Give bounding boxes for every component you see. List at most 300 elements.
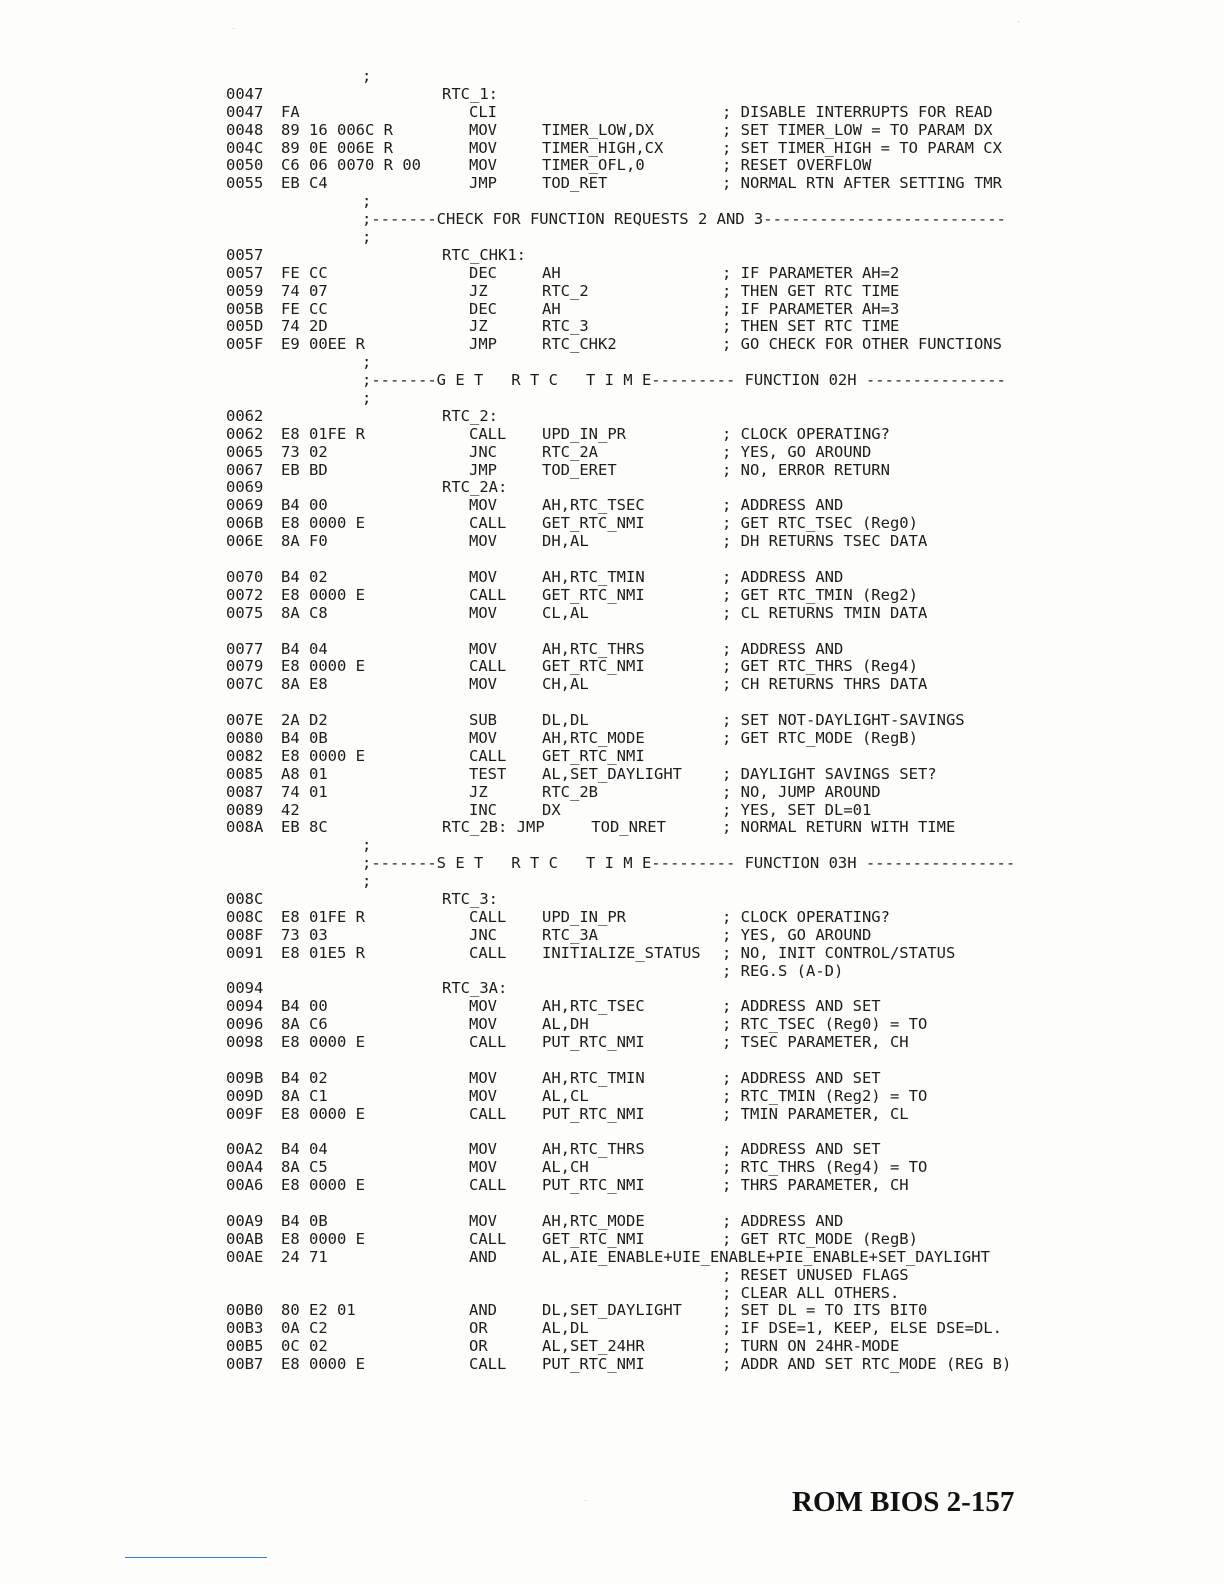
- mnemonic: MOV: [469, 1068, 497, 1087]
- object-code: 89 0E 006E R: [281, 138, 393, 157]
- comment: ; DAYLIGHT SAVINGS SET?: [722, 764, 937, 783]
- operand: AH: [542, 263, 561, 282]
- code-line: [0, 265, 1224, 283]
- code-line: [0, 426, 1224, 444]
- address: 00A6: [226, 1176, 264, 1195]
- operand: RTC_2B: [542, 782, 598, 801]
- code-line: [0, 784, 1224, 802]
- mnemonic: JNC: [469, 442, 497, 461]
- address: 00B0: [226, 1301, 264, 1320]
- address: 0096: [226, 1015, 264, 1034]
- code-line: [0, 140, 1224, 158]
- code-line: [0, 587, 1224, 605]
- object-code: FE CC: [281, 299, 328, 318]
- code-line: [0, 1267, 1224, 1285]
- comment: ; THEN SET RTC TIME: [722, 317, 900, 336]
- comment: ; GO CHECK FOR OTHER FUNCTIONS: [722, 335, 1002, 354]
- comment: ; ADDR AND SET RTC_MODE (REG B): [722, 1355, 1012, 1374]
- operand: TIMER_HIGH,CX: [542, 138, 664, 157]
- code-line: [0, 157, 1224, 175]
- mnemonic: CALL: [469, 1104, 507, 1123]
- object-code: E8 0000 E: [281, 657, 365, 676]
- address: 0055: [226, 174, 264, 193]
- comment: ; RTC_THRS (Reg4) = TO: [722, 1158, 928, 1177]
- address: 0047: [226, 102, 264, 121]
- code-line: [0, 301, 1224, 319]
- operand: GET_RTC_NMI: [542, 514, 645, 533]
- operand: UPD_IN_PR: [542, 907, 626, 926]
- label: RTC_3A:: [442, 979, 508, 998]
- comment: ; GET RTC_MODE (RegB): [722, 728, 918, 747]
- address: 005D: [226, 317, 264, 336]
- code-line: [0, 802, 1224, 820]
- operand: AH,RTC_THRS: [542, 1140, 645, 1159]
- operand: GET_RTC_NMI: [542, 746, 645, 765]
- address: 0085: [226, 764, 264, 783]
- object-code: 73 03: [281, 925, 328, 944]
- code-line: [0, 1088, 1224, 1106]
- object-code: B4 0B: [281, 1212, 328, 1230]
- mnemonic: AND: [469, 1301, 497, 1320]
- address: 00AB: [226, 1229, 264, 1248]
- label: RTC_3:: [442, 889, 498, 908]
- code-line: [0, 1213, 1224, 1231]
- mnemonic: MOV: [469, 603, 497, 622]
- object-code: 8A C6: [281, 1015, 328, 1034]
- semicolon: ;: [362, 353, 372, 372]
- address: 0072: [226, 585, 264, 604]
- comment: ; NO, ERROR RETURN: [722, 460, 890, 479]
- object-code: 8A C5: [281, 1158, 328, 1177]
- code-line: [0, 998, 1224, 1016]
- semicolon-line: [0, 390, 1224, 408]
- object-code: 8A F0: [281, 532, 328, 551]
- operand: UPD_IN_PR: [542, 424, 626, 443]
- comment: ; THRS PARAMETER, CH: [722, 1176, 909, 1195]
- semicolon: ;: [362, 192, 372, 211]
- blank-line: [0, 551, 1224, 569]
- code-line: [0, 1177, 1224, 1195]
- comment: ; CLEAR ALL OTHERS.: [722, 1283, 900, 1302]
- semicolon-line: [0, 229, 1224, 247]
- comment: ; ADDRESS AND SET: [722, 1140, 881, 1159]
- code-line: [0, 515, 1224, 533]
- mnemonic: MOV: [469, 1140, 497, 1159]
- operand: AH,RTC_TSEC: [542, 496, 645, 515]
- code-line: [0, 175, 1224, 193]
- comment: ; GET RTC_TMIN (Reg2): [722, 585, 918, 604]
- operand: AH,RTC_MODE: [542, 728, 645, 747]
- mnemonic: JZ: [469, 281, 488, 300]
- address: 008C: [226, 907, 264, 926]
- code-line: [0, 748, 1224, 766]
- operand: DL,SET_DAYLIGHT: [542, 1301, 682, 1320]
- operand: CH,AL: [542, 675, 589, 694]
- comment: ; SET TIMER_HIGH = TO PARAM CX: [722, 138, 1002, 157]
- code-line: [0, 1034, 1224, 1052]
- address: 00B5: [226, 1337, 264, 1356]
- object-code: EB BD: [281, 460, 328, 479]
- mnemonic: SUB: [469, 711, 497, 730]
- mnemonic: MOV: [469, 138, 497, 157]
- code-line: [0, 1320, 1224, 1338]
- object-code: 80 E2 01: [281, 1301, 356, 1320]
- section-separator: [0, 855, 1224, 873]
- code-line: [0, 533, 1224, 551]
- semicolon: ;: [362, 836, 372, 855]
- object-code: B4 00: [281, 997, 328, 1016]
- comment: ; THEN GET RTC TIME: [722, 281, 900, 300]
- semicolon-line: [0, 68, 1224, 86]
- operand: AH,RTC_TMIN: [542, 567, 645, 586]
- comment: ; RESET OVERFLOW: [722, 156, 872, 175]
- comment: ; IF PARAMETER AH=2: [722, 263, 900, 282]
- operand: AH,RTC_TMIN: [542, 1068, 645, 1087]
- operand: AH,RTC_TSEC: [542, 997, 645, 1016]
- object-code: 89 16 006C R: [281, 120, 393, 139]
- object-code: E8 0000 E: [281, 1229, 365, 1248]
- operand: AH: [542, 299, 561, 318]
- mnemonic: CALL: [469, 1229, 507, 1248]
- operand: PUT_RTC_NMI: [542, 1104, 645, 1123]
- address: 009B: [226, 1068, 264, 1087]
- operand: RTC_3: [542, 317, 589, 336]
- code-line: [0, 247, 1224, 265]
- address: 007E: [226, 711, 264, 730]
- comment: ; CLOCK OPERATING?: [722, 424, 890, 443]
- operand: AL,CL: [542, 1086, 589, 1105]
- code-line: [0, 1159, 1224, 1177]
- semicolon-line: [0, 193, 1224, 211]
- address: 0057: [226, 245, 264, 264]
- mnemonic: MOV: [469, 1015, 497, 1034]
- address: 0080: [226, 728, 264, 747]
- object-code: A8 01: [281, 764, 328, 783]
- code-line: [0, 497, 1224, 515]
- semicolon: ;: [362, 228, 372, 247]
- comment: ; NORMAL RETURN WITH TIME: [722, 818, 956, 837]
- address: 007C: [226, 675, 264, 694]
- code-line: [0, 1285, 1224, 1303]
- address: 0087: [226, 782, 264, 801]
- address: 0067: [226, 460, 264, 479]
- comment: ; CH RETURNS THRS DATA: [722, 675, 928, 694]
- operand: AL,SET_24HR: [542, 1337, 645, 1356]
- comment: ; ADDRESS AND SET: [722, 997, 881, 1016]
- object-code: EB C4: [281, 174, 328, 193]
- mnemonic: MOV: [469, 675, 497, 694]
- address: 0075: [226, 603, 264, 622]
- code-line: [0, 1338, 1224, 1356]
- address: 0069: [226, 496, 264, 515]
- comment: ; YES, GO AROUND: [722, 925, 872, 944]
- address: 005F: [226, 335, 264, 354]
- code-line: [0, 1356, 1224, 1374]
- comment: ; ADDRESS AND: [722, 639, 844, 658]
- comment: ; TMIN PARAMETER, CL: [722, 1104, 909, 1123]
- operand: TIMER_LOW,DX: [542, 120, 654, 139]
- address: 00A2: [226, 1140, 264, 1159]
- object-code: B4 0B: [281, 728, 328, 747]
- object-code: B4 04: [281, 639, 328, 658]
- code-line: [0, 658, 1224, 676]
- operand: TOD_ERET: [542, 460, 617, 479]
- code-line: [0, 766, 1224, 784]
- semicolon: ;: [362, 67, 372, 85]
- code-line: [0, 104, 1224, 122]
- object-code: E8 0000 E: [281, 1355, 365, 1374]
- address: 005B: [226, 299, 264, 318]
- mnemonic: MOV: [469, 496, 497, 515]
- comment: ; RESET UNUSED FLAGS: [722, 1265, 909, 1284]
- mnemonic: CALL: [469, 746, 507, 765]
- address: 00B7: [226, 1355, 264, 1374]
- semicolon-line: [0, 354, 1224, 372]
- code-line: [0, 479, 1224, 497]
- address: 00A9: [226, 1212, 264, 1230]
- code-line: [0, 945, 1224, 963]
- object-code: B4 00: [281, 496, 328, 515]
- object-code: 0A C2: [281, 1319, 328, 1338]
- comment: ; TSEC PARAMETER, CH: [722, 1033, 909, 1052]
- object-code: 8A C1: [281, 1086, 328, 1105]
- object-code: 42: [281, 800, 300, 819]
- operand: AL,AIE_ENABLE+UIE_ENABLE+PIE_ENABLE+SET_DAYLIGHT: [542, 1247, 990, 1266]
- mnemonic: TEST: [469, 764, 507, 783]
- mnemonic: CALL: [469, 1176, 507, 1195]
- mnemonic: DEC: [469, 299, 497, 318]
- address: 0065: [226, 442, 264, 461]
- address: 0098: [226, 1033, 264, 1052]
- code-line: [0, 1231, 1224, 1249]
- comment: ; TURN ON 24HR-MODE: [722, 1337, 900, 1356]
- comment: ; SET NOT-DAYLIGHT-SAVINGS: [722, 711, 965, 730]
- mnemonic: AND: [469, 1247, 497, 1266]
- object-code: 8A C8: [281, 603, 328, 622]
- mnemonic: JMP: [469, 174, 497, 193]
- label: RTC_1:: [442, 84, 498, 103]
- blank-line: [0, 1052, 1224, 1070]
- operand: AH,RTC_MODE: [542, 1212, 645, 1230]
- comment: ; CLOCK OPERATING?: [722, 907, 890, 926]
- semicolon: ;: [362, 872, 372, 891]
- mnemonic: MOV: [469, 1212, 497, 1230]
- code-line: [0, 318, 1224, 336]
- mnemonic: CALL: [469, 907, 507, 926]
- comment: ; NO, INIT CONTROL/STATUS: [722, 943, 956, 962]
- mnemonic: OR: [469, 1319, 488, 1338]
- address: 004C: [226, 138, 264, 157]
- mnemonic: MOV: [469, 156, 497, 175]
- mnemonic: DEC: [469, 263, 497, 282]
- code-line: [0, 1302, 1224, 1320]
- operand: TIMER_OFL,0: [542, 156, 645, 175]
- code-line: [0, 1106, 1224, 1124]
- operand: AL,CH: [542, 1158, 589, 1177]
- object-code: E8 0000 E: [281, 746, 365, 765]
- address: 00A4: [226, 1158, 264, 1177]
- mnemonic: CALL: [469, 1033, 507, 1052]
- object-code: E8 0000 E: [281, 514, 365, 533]
- code-line: [0, 712, 1224, 730]
- code-line: [0, 980, 1224, 998]
- address: 006B: [226, 514, 264, 533]
- comment: ; ADDRESS AND: [722, 496, 844, 515]
- code-line: [0, 676, 1224, 694]
- scan-speck: [585, 1500, 586, 1501]
- blank-line: [0, 623, 1224, 641]
- address: 0079: [226, 657, 264, 676]
- comment: ; NO, JUMP AROUND: [722, 782, 881, 801]
- comment: ; RTC_TSEC (Reg0) = TO: [722, 1015, 928, 1034]
- code-line: [0, 86, 1224, 104]
- comment: ; YES, SET DL=01: [722, 800, 872, 819]
- object-code: E9 00EE R: [281, 335, 365, 354]
- label: RTC_2B: JMP TOD_NRET: [442, 818, 666, 837]
- scan-speck: [233, 28, 234, 29]
- mnemonic: JNC: [469, 925, 497, 944]
- address: 0070: [226, 567, 264, 586]
- code-line: [0, 462, 1224, 480]
- operand: INITIALIZE_STATUS: [542, 943, 701, 962]
- operand: GET_RTC_NMI: [542, 585, 645, 604]
- operand: AL,DL: [542, 1319, 589, 1338]
- operand: GET_RTC_NMI: [542, 657, 645, 676]
- address: 0062: [226, 406, 264, 425]
- mnemonic: JMP: [469, 460, 497, 479]
- object-code: 24 71: [281, 1247, 328, 1266]
- section-separator: [0, 372, 1224, 390]
- address: 009D: [226, 1086, 264, 1105]
- address: 0089: [226, 800, 264, 819]
- object-code: B4 04: [281, 1140, 328, 1159]
- mnemonic: JZ: [469, 782, 488, 801]
- mnemonic: MOV: [469, 639, 497, 658]
- comment: ; ADDRESS AND: [722, 1212, 844, 1230]
- object-code: E8 0000 E: [281, 1033, 365, 1052]
- mnemonic: MOV: [469, 1158, 497, 1177]
- operand: PUT_RTC_NMI: [542, 1355, 645, 1374]
- mnemonic: MOV: [469, 567, 497, 586]
- semicolon-line: [0, 873, 1224, 891]
- object-code: E8 0000 E: [281, 1176, 365, 1195]
- separator-text: ;-------G E T R T C T I M E--------- FUNCTION 02H ---------------: [362, 371, 1006, 390]
- comment: ; GET RTC_MODE (RegB): [722, 1229, 918, 1248]
- operand: DH,AL: [542, 532, 589, 551]
- object-code: E8 01FE R: [281, 424, 365, 443]
- mnemonic: CALL: [469, 585, 507, 604]
- code-line: [0, 1016, 1224, 1034]
- address: 0091: [226, 943, 264, 962]
- object-code: FE CC: [281, 263, 328, 282]
- address: 0057: [226, 263, 264, 282]
- code-line: [0, 1141, 1224, 1159]
- object-code: 8A E8: [281, 675, 328, 694]
- address: 009F: [226, 1104, 264, 1123]
- code-line: [0, 336, 1224, 354]
- mnemonic: CALL: [469, 943, 507, 962]
- operand: RTC_2: [542, 281, 589, 300]
- comment: ; SET TIMER_LOW = TO PARAM DX: [722, 120, 993, 139]
- operand: DL,DL: [542, 711, 589, 730]
- label: RTC_CHK1:: [442, 245, 526, 264]
- object-code: 73 02: [281, 442, 328, 461]
- address: 0047: [226, 84, 264, 103]
- address: 0048: [226, 120, 264, 139]
- semicolon: ;: [362, 389, 372, 408]
- comment: ; SET DL = TO ITS BIT0: [722, 1301, 928, 1320]
- address: 0094: [226, 979, 264, 998]
- address: 0059: [226, 281, 264, 300]
- comment: ; DH RETURNS TSEC DATA: [722, 532, 928, 551]
- code-line: [0, 641, 1224, 659]
- code-line: [0, 1249, 1224, 1267]
- operand: DX: [542, 800, 561, 819]
- mnemonic: CALL: [469, 424, 507, 443]
- comment: ; NORMAL RTN AFTER SETTING TMR: [722, 174, 1002, 193]
- mnemonic: JMP: [469, 335, 497, 354]
- code-line: [0, 909, 1224, 927]
- object-code: B4 02: [281, 1068, 328, 1087]
- code-line: [0, 283, 1224, 301]
- operand: RTC_3A: [542, 925, 598, 944]
- semicolon-line: [0, 837, 1224, 855]
- code-line: [0, 819, 1224, 837]
- comment: ; GET RTC_THRS (Reg4): [722, 657, 918, 676]
- object-code: B4 02: [281, 567, 328, 586]
- address: 0069: [226, 478, 264, 497]
- mnemonic: CALL: [469, 514, 507, 533]
- operand: AH,RTC_THRS: [542, 639, 645, 658]
- operand: AL,DH: [542, 1015, 589, 1034]
- label: RTC_2:: [442, 406, 498, 425]
- mnemonic: OR: [469, 1337, 488, 1356]
- code-line: [0, 122, 1224, 140]
- comment: ; YES, GO AROUND: [722, 442, 872, 461]
- mnemonic: MOV: [469, 120, 497, 139]
- operand: PUT_RTC_NMI: [542, 1033, 645, 1052]
- comment: ; IF PARAMETER AH=3: [722, 299, 900, 318]
- comment: ; DISABLE INTERRUPTS FOR READ: [722, 102, 993, 121]
- code-line: [0, 730, 1224, 748]
- code-line: [0, 444, 1224, 462]
- object-code: 74 07: [281, 281, 328, 300]
- mnemonic: CLI: [469, 102, 497, 121]
- footer-rule: [125, 1557, 267, 1558]
- comment: ; RTC_TMIN (Reg2) = TO: [722, 1086, 928, 1105]
- comment: ; CL RETURNS TMIN DATA: [722, 603, 928, 622]
- address: 008F: [226, 925, 264, 944]
- code-line: [0, 605, 1224, 623]
- operand: TOD_RET: [542, 174, 608, 193]
- mnemonic: CALL: [469, 657, 507, 676]
- object-code: 0C 02: [281, 1337, 328, 1356]
- operand: RTC_CHK2: [542, 335, 617, 354]
- blank-line: [0, 1195, 1224, 1213]
- mnemonic: INC: [469, 800, 497, 819]
- address: 0082: [226, 746, 264, 765]
- label: RTC_2A:: [442, 478, 508, 497]
- code-line: [0, 927, 1224, 945]
- operand: PUT_RTC_NMI: [542, 1176, 645, 1195]
- operand: AL,SET_DAYLIGHT: [542, 764, 682, 783]
- separator-text: ;-------S E T R T C T I M E--------- FUNCTION 03H ----------------: [362, 854, 1016, 873]
- object-code: EB 8C: [281, 818, 328, 837]
- code-line: [0, 1070, 1224, 1088]
- page-footer: ROM BIOS 2-157: [792, 1486, 1015, 1518]
- address: 00AE: [226, 1247, 264, 1266]
- scan-speck: [1018, 21, 1019, 22]
